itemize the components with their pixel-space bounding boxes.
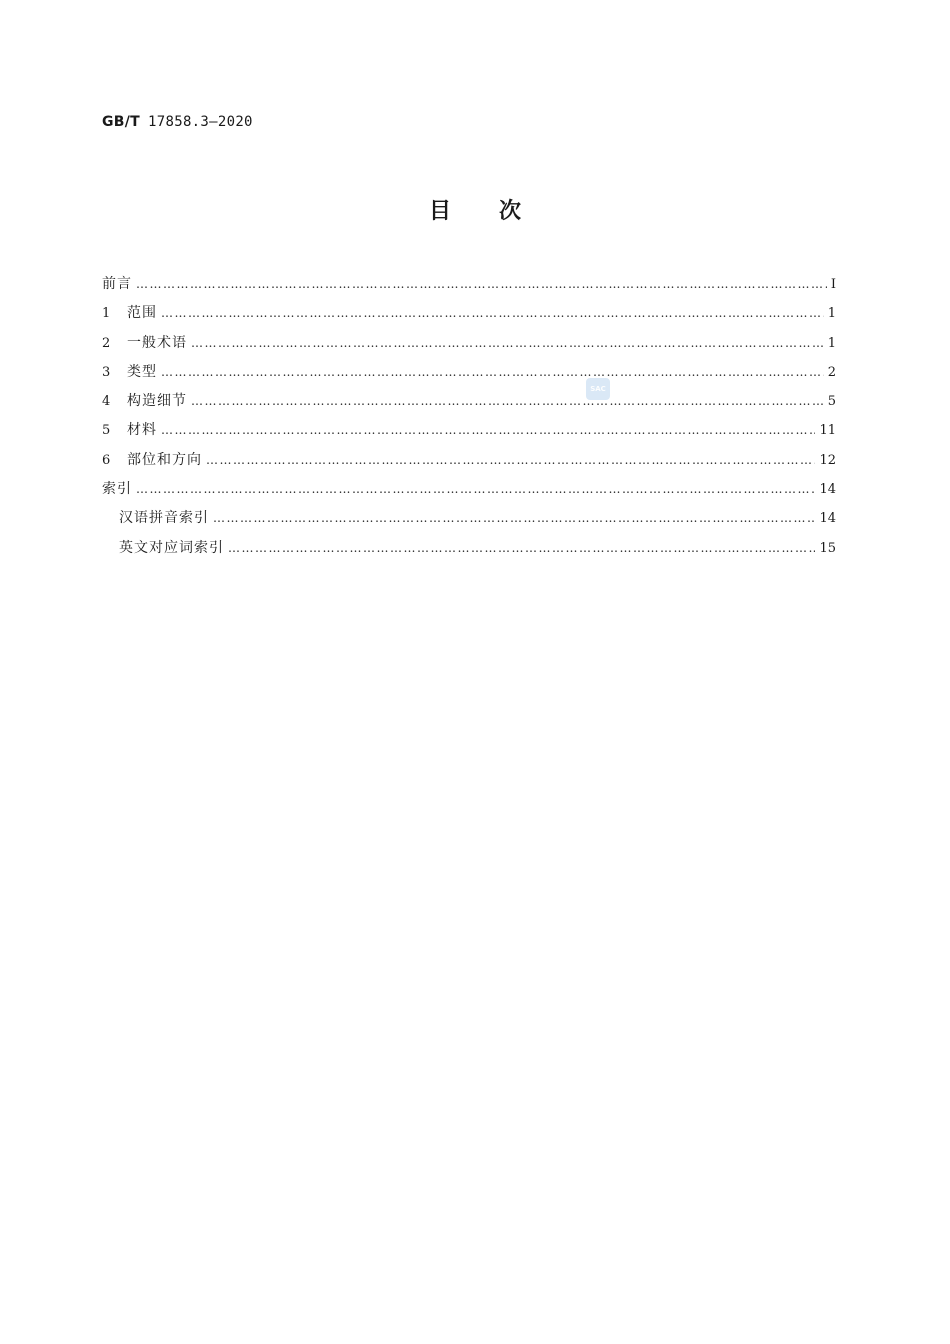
toc-section-number: 6 (102, 452, 111, 468)
toc-entry-pinyin-index[interactable] (102, 504, 836, 533)
toc-label: 部位和方向 (127, 451, 202, 468)
toc-section-number: 5 (102, 423, 111, 439)
toc-leader-dots (206, 446, 815, 475)
sac-watermark-logo: SAC (586, 378, 610, 400)
toc-page-number: 14 (819, 482, 836, 498)
toc-label: 汉语拼音索引 (119, 510, 209, 527)
standard-number: 17858.3—2020 (148, 114, 253, 130)
toc-entry-parts-and-directions[interactable] (102, 446, 836, 475)
toc-entry-materials[interactable] (102, 416, 836, 445)
toc-entry-scope[interactable] (102, 299, 836, 328)
toc-entry-general-terms[interactable] (102, 329, 836, 358)
toc-page-number: 1 (827, 335, 836, 351)
toc-leader-dots (228, 534, 815, 563)
toc-page-number: 15 (819, 540, 836, 556)
toc-leader-dots (191, 387, 824, 416)
toc-entry-types[interactable] (102, 358, 836, 387)
toc-section-number: 4 (102, 394, 111, 410)
toc-section-number: 3 (102, 364, 111, 380)
toc-label: 构造细节 (127, 393, 187, 410)
toc-leader-dots (136, 270, 827, 299)
toc-page-number: 2 (827, 364, 836, 380)
toc-label: 英文对应词索引 (119, 539, 224, 556)
toc-page-number: 11 (819, 423, 836, 439)
toc-leader-dots (136, 475, 815, 504)
title-char-2: 次 (499, 199, 522, 224)
toc-page-number: 12 (819, 452, 836, 468)
toc-leader-dots (161, 299, 824, 328)
toc-page-number: 1 (827, 306, 836, 322)
toc-leader-dots (191, 329, 824, 358)
toc-section-number: 2 (102, 335, 111, 351)
toc-page-number: 5 (827, 394, 836, 410)
toc-label: 材料 (127, 422, 157, 439)
toc-entry-construction-details[interactable] (102, 387, 836, 416)
toc-label: 类型 (127, 363, 157, 380)
toc-entry-index[interactable] (102, 475, 836, 504)
toc-leader-dots (213, 504, 815, 533)
toc-label: 范围 (127, 305, 157, 322)
toc-label: 索引 (102, 481, 132, 498)
toc-page-number: 14 (819, 511, 836, 527)
toc-label: 一般术语 (127, 334, 187, 351)
table-of-contents (102, 270, 836, 563)
page-title (0, 194, 950, 225)
document-code (102, 114, 253, 130)
toc-entry-foreword[interactable] (102, 270, 836, 299)
title-char-1: 目 (428, 199, 451, 224)
toc-label: 前言 (102, 276, 132, 292)
toc-leader-dots (161, 358, 824, 387)
toc-section-number: 1 (102, 306, 111, 322)
standard-prefix: GB/T (102, 114, 141, 130)
toc-entry-english-index[interactable] (102, 534, 836, 563)
toc-leader-dots (161, 416, 815, 445)
toc-page-number: Ⅰ (830, 277, 836, 292)
